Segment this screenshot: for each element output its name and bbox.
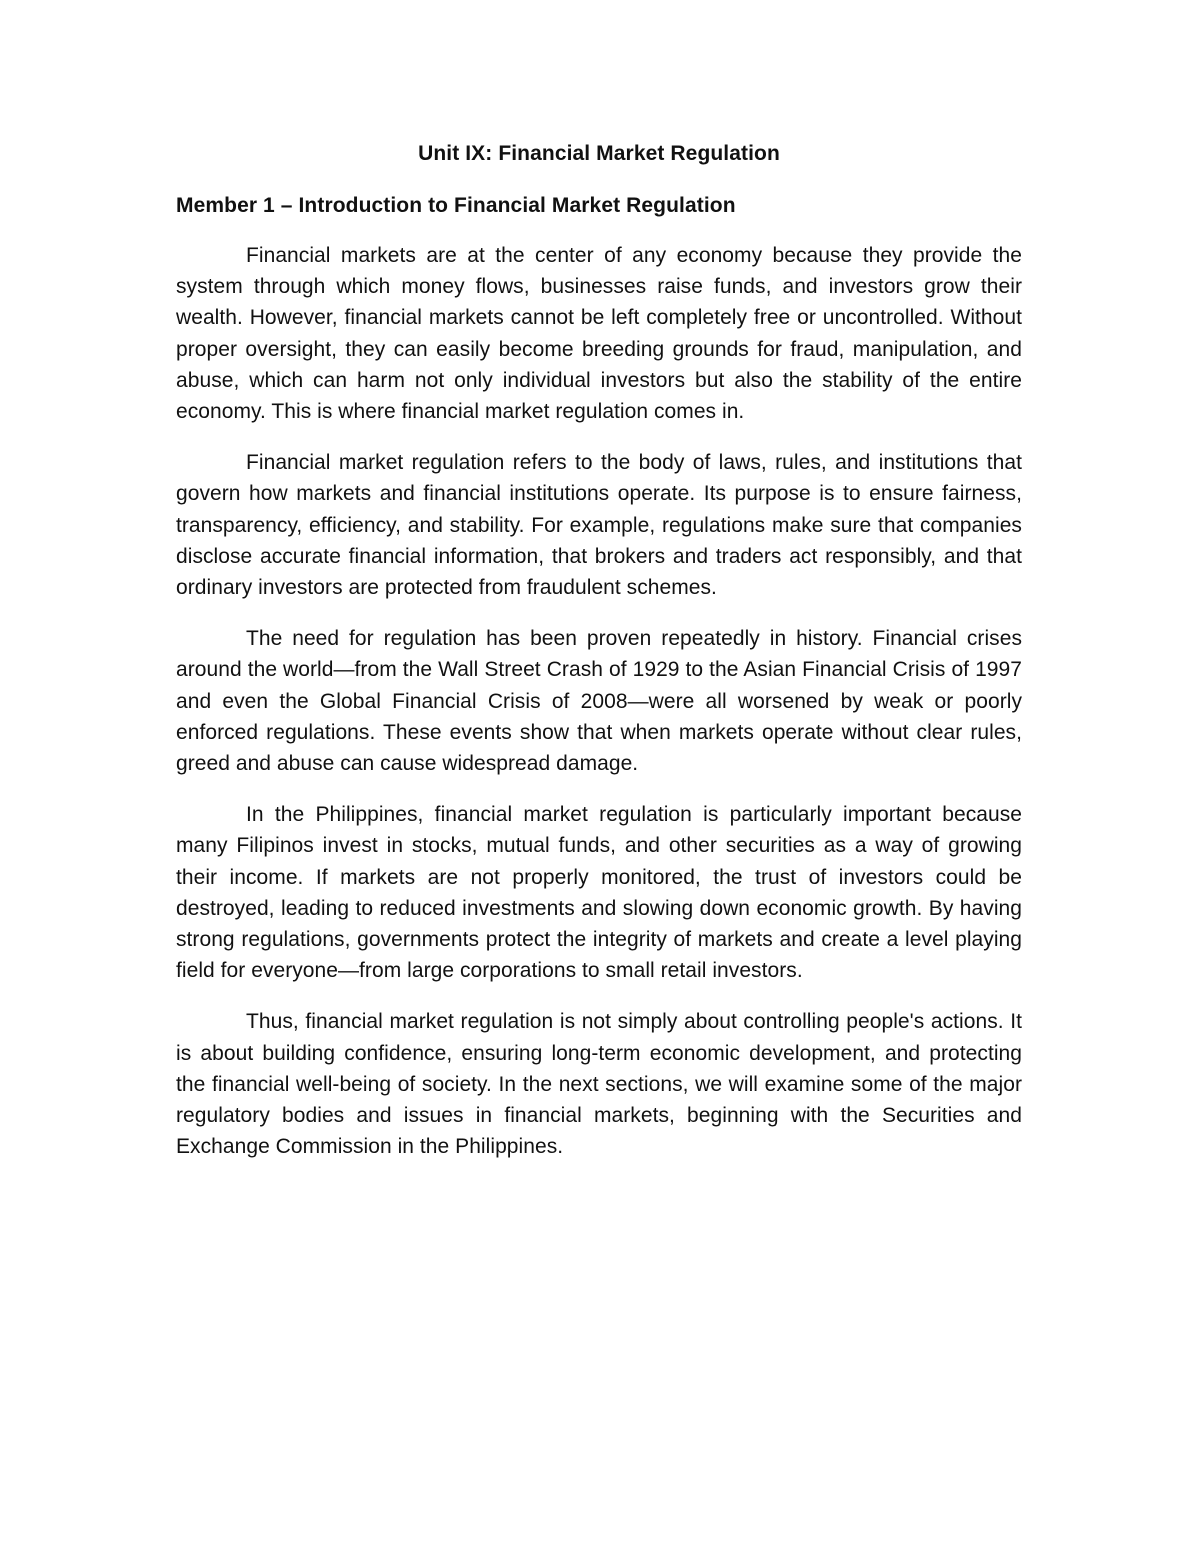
page-title: Unit IX: Financial Market Regulation <box>418 142 780 165</box>
paragraph-5: Thus, financial market regulation is not simply about controlling people's actions. It is about building confidence, ensuring long-term economic development, and protecting the financial well-being of society. In the next sections, we will examine some of the major regulatory bodies and issues in financial markets, beginning with the Securities and Exchange Commission in the Philippines. <box>176 1010 1022 1159</box>
paragraph-3: The need for regulation has been proven repeatedly in history. Financial crises around the world—from the Wall Street Crash of 1929 to the Asian Financial Crisis of 1997 and even the Global Financial Crisis of 2008—were all worsened by weak or poorly enforced regulations. These events show that when markets operate without clear rules, greed and abuse can cause widespread damage. <box>176 627 1022 776</box>
section-heading: Member 1 – Introduction to Financial Market Regulation <box>176 194 736 217</box>
paragraph-4: In the Philippines, financial market regulation is particularly important because many Filipinos invest in stocks, mutual funds, and other securities as a way of growing their income. If markets are not properly monitored, the trust of investors could be destroyed, leading to reduced investments and slowing down economic growth. By having strong regulations, governments protect the integrity of markets and create a level playing field for everyone—from large corporations to small retail investors. <box>176 803 1022 983</box>
paragraph-2: Financial market regulation refers to the body of laws, rules, and institutions that govern how markets and financial institutions operate. Its purpose is to ensure fairness, transparency, efficiency, and stability. For example, regulations make sure that companies disclose accurate financial information, that brokers and traders act responsibly, and that ordinary investors are protected from fraudulent schemes. <box>176 451 1022 600</box>
paragraph-1: Financial markets are at the center of any economy because they provide the system through which money flows, businesses raise funds, and investors grow their wealth. However, financial markets cannot be left completely free or uncontrolled. Without proper oversight, they can easily become breeding grounds for fraud, manipulation, and abuse, which can harm not only individual investors but also the stability of the entire economy. This is where financial market regulation comes in. <box>176 244 1022 424</box>
document-page <box>176 138 1022 1162</box>
